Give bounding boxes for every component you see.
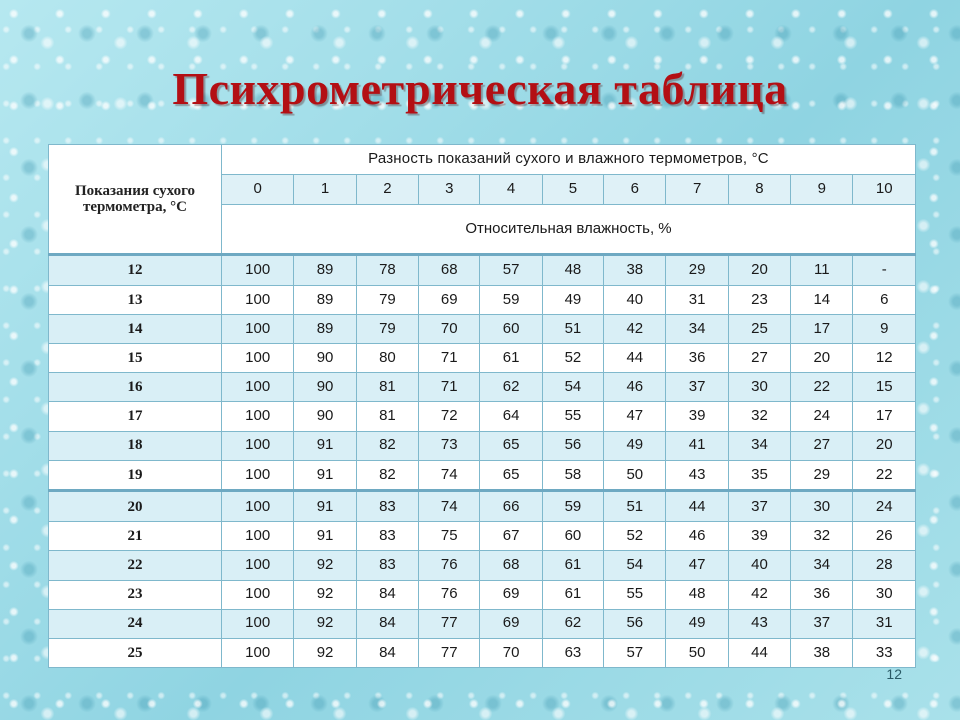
humidity-cell: 31	[666, 285, 728, 314]
humidity-cell: 44	[728, 638, 790, 667]
page-number: 12	[886, 666, 902, 682]
humidity-cell: 30	[853, 580, 916, 609]
humidity-cell: 36	[791, 580, 853, 609]
humidity-cell: 100	[221, 580, 293, 609]
humidity-cell: 100	[221, 491, 293, 522]
humidity-cell: 89	[294, 255, 356, 286]
humidity-cell: 69	[480, 580, 542, 609]
humidity-cell: 12	[853, 344, 916, 373]
humidity-cell: 82	[356, 460, 418, 491]
dry-temperature-cell: 12	[49, 255, 222, 286]
humidity-cell: 61	[542, 580, 603, 609]
difference-value-header: 8	[728, 175, 790, 205]
humidity-cell: 78	[356, 255, 418, 286]
humidity-cell: 46	[604, 373, 666, 402]
dry-temperature-cell: 25	[49, 638, 222, 667]
humidity-cell: 77	[419, 609, 480, 638]
psychrometric-table-container	[48, 144, 916, 668]
humidity-cell: 34	[666, 314, 728, 343]
humidity-cell: 69	[480, 609, 542, 638]
humidity-cell: 100	[221, 522, 293, 551]
dry-temperature-cell: 22	[49, 551, 222, 580]
table-row	[49, 255, 916, 286]
table-row	[49, 344, 916, 373]
humidity-cell: 55	[604, 580, 666, 609]
humidity-cell: 73	[419, 431, 480, 460]
humidity-cell: 83	[356, 522, 418, 551]
table-row	[49, 522, 916, 551]
dry-temperature-cell: 18	[49, 431, 222, 460]
humidity-cell: 68	[419, 255, 480, 286]
humidity-cell: 39	[666, 402, 728, 431]
humidity-cell: 44	[604, 344, 666, 373]
humidity-cell: 67	[480, 522, 542, 551]
table-row	[49, 551, 916, 580]
humidity-cell: 100	[221, 314, 293, 343]
humidity-cell: 23	[728, 285, 790, 314]
humidity-cell: 17	[853, 402, 916, 431]
humidity-cell: 37	[728, 491, 790, 522]
difference-value-header: 4	[480, 175, 542, 205]
humidity-cell: 92	[294, 551, 356, 580]
humidity-cell: 92	[294, 580, 356, 609]
humidity-cell: 100	[221, 460, 293, 491]
humidity-cell: 28	[853, 551, 916, 580]
difference-value-header: 10	[853, 175, 916, 205]
humidity-cell: 33	[853, 638, 916, 667]
humidity-cell: 40	[604, 285, 666, 314]
humidity-cell: 70	[480, 638, 542, 667]
humidity-cell: 27	[728, 344, 790, 373]
humidity-cell: 41	[666, 431, 728, 460]
humidity-cell: 54	[542, 373, 603, 402]
difference-value-header: 0	[221, 175, 293, 205]
humidity-cell: 62	[480, 373, 542, 402]
humidity-cell: 20	[728, 255, 790, 286]
humidity-cell: 91	[294, 491, 356, 522]
humidity-cell: 52	[542, 344, 603, 373]
humidity-cell: 57	[480, 255, 542, 286]
humidity-cell: 68	[480, 551, 542, 580]
humidity-cell: 14	[791, 285, 853, 314]
humidity-cell: 26	[853, 522, 916, 551]
difference-value-header: 1	[294, 175, 356, 205]
humidity-cell: 56	[604, 609, 666, 638]
humidity-cell: 49	[666, 609, 728, 638]
relative-humidity-header: Относительная влажность, %	[221, 205, 915, 255]
humidity-cell: 90	[294, 402, 356, 431]
humidity-cell: 48	[666, 580, 728, 609]
humidity-cell: 70	[419, 314, 480, 343]
table-row	[49, 580, 916, 609]
dry-temperature-cell: 19	[49, 460, 222, 491]
humidity-cell: 77	[419, 638, 480, 667]
humidity-cell: 50	[666, 638, 728, 667]
humidity-cell: 63	[542, 638, 603, 667]
humidity-cell: 24	[853, 491, 916, 522]
humidity-cell: 79	[356, 314, 418, 343]
humidity-cell: 69	[419, 285, 480, 314]
humidity-cell: 56	[542, 431, 603, 460]
humidity-cell: 91	[294, 460, 356, 491]
humidity-cell: 61	[480, 344, 542, 373]
humidity-cell: 81	[356, 402, 418, 431]
humidity-cell: 76	[419, 580, 480, 609]
humidity-cell: 76	[419, 551, 480, 580]
humidity-cell: 39	[728, 522, 790, 551]
difference-value-header: 7	[666, 175, 728, 205]
humidity-cell: 71	[419, 373, 480, 402]
humidity-cell: 22	[791, 373, 853, 402]
dry-temperature-cell: 20	[49, 491, 222, 522]
humidity-cell: 34	[728, 431, 790, 460]
humidity-cell: 100	[221, 431, 293, 460]
humidity-cell: 20	[853, 431, 916, 460]
table-row	[49, 402, 916, 431]
humidity-cell: 60	[542, 522, 603, 551]
humidity-cell: 100	[221, 402, 293, 431]
humidity-cell: 11	[791, 255, 853, 286]
humidity-cell: 89	[294, 285, 356, 314]
humidity-cell: 80	[356, 344, 418, 373]
difference-value-header: 6	[604, 175, 666, 205]
humidity-cell: 59	[542, 491, 603, 522]
difference-value-header: 3	[419, 175, 480, 205]
humidity-cell: 100	[221, 285, 293, 314]
humidity-cell: 27	[791, 431, 853, 460]
humidity-cell: 100	[221, 344, 293, 373]
table-row	[49, 431, 916, 460]
humidity-cell: 6	[853, 285, 916, 314]
thermometer-difference-header: Разность показаний сухого и влажного термометров, °С	[221, 145, 915, 175]
table-row	[49, 285, 916, 314]
humidity-cell: 47	[666, 551, 728, 580]
humidity-cell: 37	[791, 609, 853, 638]
humidity-cell: 84	[356, 580, 418, 609]
humidity-cell: 49	[604, 431, 666, 460]
humidity-cell: 34	[791, 551, 853, 580]
humidity-cell: 57	[604, 638, 666, 667]
dry-temperature-cell: 14	[49, 314, 222, 343]
humidity-cell: 61	[542, 551, 603, 580]
humidity-cell: 43	[728, 609, 790, 638]
humidity-cell: 84	[356, 609, 418, 638]
humidity-cell: 100	[221, 551, 293, 580]
dry-temperature-cell: 23	[49, 580, 222, 609]
humidity-cell: 54	[604, 551, 666, 580]
humidity-cell: 20	[791, 344, 853, 373]
dry-temperature-cell: 15	[49, 344, 222, 373]
humidity-cell: 42	[604, 314, 666, 343]
humidity-cell: 72	[419, 402, 480, 431]
humidity-cell: 92	[294, 609, 356, 638]
table-row	[49, 373, 916, 402]
table-row	[49, 609, 916, 638]
humidity-cell: 91	[294, 522, 356, 551]
humidity-cell: 79	[356, 285, 418, 314]
dry-temperature-cell: 13	[49, 285, 222, 314]
humidity-cell: 48	[542, 255, 603, 286]
humidity-cell: 71	[419, 344, 480, 373]
humidity-cell: 30	[791, 491, 853, 522]
humidity-cell: 17	[791, 314, 853, 343]
humidity-cell: 90	[294, 373, 356, 402]
humidity-cell: 75	[419, 522, 480, 551]
humidity-cell: 15	[853, 373, 916, 402]
humidity-cell: 62	[542, 609, 603, 638]
humidity-cell: 74	[419, 460, 480, 491]
humidity-cell: 22	[853, 460, 916, 491]
humidity-cell: 83	[356, 551, 418, 580]
dry-thermometer-header: Показания сухого термометра, °С	[49, 145, 222, 255]
table-row	[49, 314, 916, 343]
table-row	[49, 638, 916, 667]
humidity-cell: 91	[294, 431, 356, 460]
humidity-cell: 64	[480, 402, 542, 431]
humidity-cell: 43	[666, 460, 728, 491]
humidity-cell: -	[853, 255, 916, 286]
humidity-cell: 59	[480, 285, 542, 314]
humidity-cell: 29	[791, 460, 853, 491]
humidity-cell: 74	[419, 491, 480, 522]
humidity-cell: 83	[356, 491, 418, 522]
table-row	[49, 460, 916, 491]
humidity-cell: 44	[666, 491, 728, 522]
humidity-cell: 40	[728, 551, 790, 580]
psychrometric-table	[48, 144, 916, 668]
humidity-cell: 51	[604, 491, 666, 522]
humidity-cell: 35	[728, 460, 790, 491]
humidity-cell: 29	[666, 255, 728, 286]
humidity-cell: 49	[542, 285, 603, 314]
difference-value-header: 9	[791, 175, 853, 205]
humidity-cell: 9	[853, 314, 916, 343]
humidity-cell: 50	[604, 460, 666, 491]
dry-temperature-cell: 16	[49, 373, 222, 402]
dry-temperature-cell: 17	[49, 402, 222, 431]
humidity-cell: 52	[604, 522, 666, 551]
humidity-cell: 66	[480, 491, 542, 522]
humidity-cell: 90	[294, 344, 356, 373]
humidity-cell: 24	[791, 402, 853, 431]
table-row	[49, 491, 916, 522]
dry-temperature-cell: 21	[49, 522, 222, 551]
humidity-cell: 32	[791, 522, 853, 551]
difference-value-header: 5	[542, 175, 603, 205]
humidity-cell: 38	[791, 638, 853, 667]
humidity-cell: 46	[666, 522, 728, 551]
humidity-cell: 47	[604, 402, 666, 431]
humidity-cell: 84	[356, 638, 418, 667]
dry-temperature-cell: 24	[49, 609, 222, 638]
humidity-cell: 100	[221, 373, 293, 402]
humidity-cell: 32	[728, 402, 790, 431]
humidity-cell: 55	[542, 402, 603, 431]
humidity-cell: 37	[666, 373, 728, 402]
humidity-cell: 81	[356, 373, 418, 402]
humidity-cell: 82	[356, 431, 418, 460]
humidity-cell: 36	[666, 344, 728, 373]
humidity-cell: 30	[728, 373, 790, 402]
humidity-cell: 100	[221, 255, 293, 286]
humidity-cell: 42	[728, 580, 790, 609]
humidity-cell: 31	[853, 609, 916, 638]
slide-title: Психрометрическая таблица	[172, 63, 788, 114]
humidity-cell: 65	[480, 431, 542, 460]
humidity-cell: 92	[294, 638, 356, 667]
humidity-cell: 38	[604, 255, 666, 286]
humidity-cell: 100	[221, 638, 293, 667]
humidity-cell: 60	[480, 314, 542, 343]
humidity-cell: 100	[221, 609, 293, 638]
humidity-cell: 65	[480, 460, 542, 491]
humidity-cell: 89	[294, 314, 356, 343]
humidity-cell: 51	[542, 314, 603, 343]
humidity-cell: 25	[728, 314, 790, 343]
humidity-cell: 58	[542, 460, 603, 491]
difference-value-header: 2	[356, 175, 418, 205]
